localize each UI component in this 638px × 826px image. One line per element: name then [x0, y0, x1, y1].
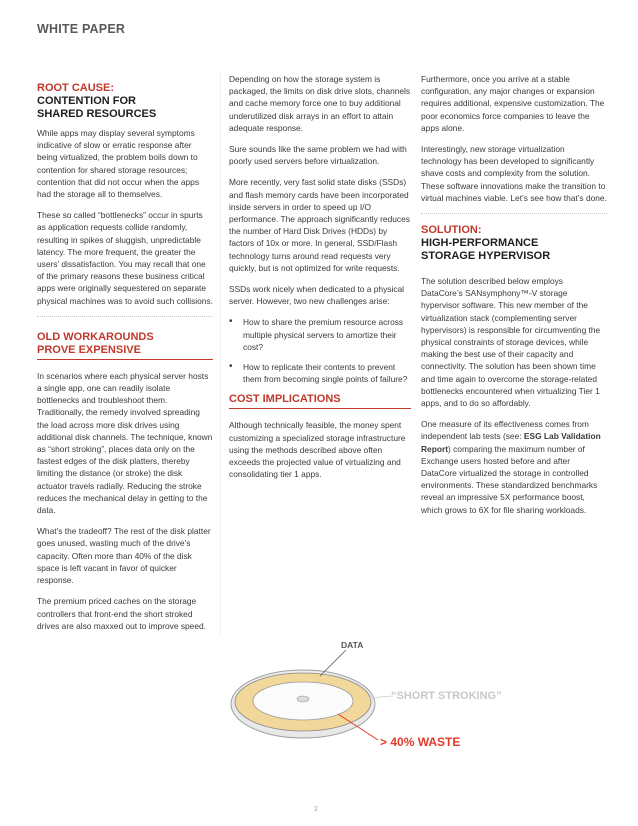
old-workarounds-line2: PROVE EXPENSIVE [37, 344, 213, 360]
root-cause-heading-red: ROOT CAUSE: [37, 82, 114, 94]
waste-label: > 40% WASTE [380, 735, 461, 749]
column-2 [229, 73, 411, 489]
root-cause-heading-line2: SHARED RESOURCES [37, 108, 157, 120]
paragraph: Although technically feasible, the money spent customizing a specialized storage infrastructure using the methods described above often exceeds the projected value of virtualizing and consolidating tier 1 apps. [229, 420, 406, 480]
column-separator [220, 73, 221, 633]
solution-heading-line1: HIGH-PERFORMANCE [421, 237, 539, 250]
paragraph-text: ) comparing the maximum number of Exchange users hosted before and after DataCore virtualized the storage in controlled environments. These standardized benchmarks reveal an impressive 5X performance boost, which grows to 6X for file sharing workloads. [421, 443, 598, 515]
solution-heading [421, 224, 607, 263]
cost-implications-heading: COST IMPLICATIONS [229, 393, 411, 409]
section-divider [421, 213, 607, 214]
solution-heading-line2: STORAGE HYPERVISOR [421, 250, 551, 263]
paragraph: Interestingly, new storage virtualization technology has been developed to significantly shave costs and complexity from the solution. These software innovations make the transition to virtual machines viable. Let’s see how that’s done. [421, 144, 607, 203]
solution-heading-red: SOLUTION: [421, 224, 482, 237]
paragraph-text: One measure of its effectiveness comes from independent lab tests (see: [421, 419, 589, 442]
paragraph: More recently, very fast solid state disks (SSDs) and flash memory cards have been incorporated inside servers in order to speed up I/O performance. The approach significantly reduces the number of Hard Disk Drives (HDDs) by factors of 10x or more. In general, SSD/Flash technology turns around read requests very quickly, but is not optimized for write requests. [229, 177, 410, 273]
column-1 [37, 82, 213, 641]
spindle [297, 696, 309, 702]
paragraph: Sure sounds like the same problem we had with poorly used servers before virtualization. [229, 144, 407, 167]
column-3 [421, 73, 607, 525]
paragraph: While apps may display several symptoms indicative of slow or erratic response after being virtualized, the problem boils down to contention for shared storage resources; contention that did not occur when the apps had the storage all to themselves. [37, 128, 200, 200]
paragraph: SSDs work nicely when dedicated to a physical server. However, two new challenges arise: [229, 284, 405, 307]
page-number: 2 [314, 806, 318, 813]
paragraph: These so called “bottlenecks” occur in spurts as application requests collide randomly, resulting in spikes of sluggish, unpredictable latency. The more frequent, the greater the users’ dissatisfaction. You may recall that one of the primary reasons these business critical apps were originally sequestered on separate physical machines was to avoid such collisions. [37, 210, 213, 306]
list-item [229, 316, 411, 353]
paragraph: Depending on how the storage system is packaged, the limits on disk drive slots, channels and cache memory force one to buy additional underutilized disk arrays in an effort to attain adequate response. [229, 74, 411, 133]
paragraph: The premium priced caches on the storage controllers that front-end the short stroked drives are also maxxed out to improve speed. [37, 596, 206, 631]
list-item [229, 361, 411, 385]
paragraph: Furthermore, once you arrive at a stable configuration, any major changes or expansion requires additional, expensive customization. The poor economics force companies to leave the apps alone. [421, 74, 605, 133]
short-stroking-diagram [228, 636, 608, 756]
old-workarounds-line1: OLD WORKAROUNDS [37, 330, 154, 343]
bullet-text: How to replicate their contents to prevent them from becoming single points of failure? [243, 362, 408, 385]
root-cause-heading [37, 82, 213, 123]
esg-report-link[interactable]: ESG Lab Validation Report [421, 431, 601, 454]
paragraph: In scenarios where each physical server hosts a single app, one can readily isolate bottlenecks and troubleshoot them. Traditionally, the remedy involved spreading the load across more disk drives using additional disk channels. The technique, known as “short stroking”, places data only on the fastest edges of the disk platters, thereby limiting the distance (or stroke) the disk actuator travels radially. Reducing the stroke reduces the mechanical delay in getting to the data. [37, 370, 213, 516]
old-workarounds-heading [37, 331, 213, 360]
section-divider [37, 316, 213, 317]
bullet-text: How to share the premium resource across multiple physical servers to amortize their cost? [243, 317, 404, 352]
paragraph: What’s the tradeoff? The rest of the disk platter goes unused, wasting much of the drive’s capacity. Often more than 40% of the disk space is left vacant in favor of quicker response. [37, 526, 211, 586]
document-type-label: WHITE PAPER [37, 22, 126, 36]
paragraph: The solution described below employs DataCore’s SANsymphony™-V storage hypervisor software. This new member of the virtualization stack (complementing server hypervisors) is responsible for circumventing the physical constraints of storage devices, while making the best use of their capacity and connectivity. The solution has been shown time and time again to overcome the storage-related bottlenecks encountered when virtualizing Tier 1 apps, and to do so affordably. [421, 276, 601, 409]
paragraph [421, 418, 607, 516]
data-label: DATA [341, 640, 364, 650]
bullet-mark: • [229, 316, 233, 328]
root-cause-heading-line1: CONTENTION FOR [37, 95, 136, 107]
bullet-mark: • [229, 361, 233, 373]
data-pointer [320, 650, 346, 676]
short-stroking-label: “SHORT STROKING” [391, 690, 502, 702]
